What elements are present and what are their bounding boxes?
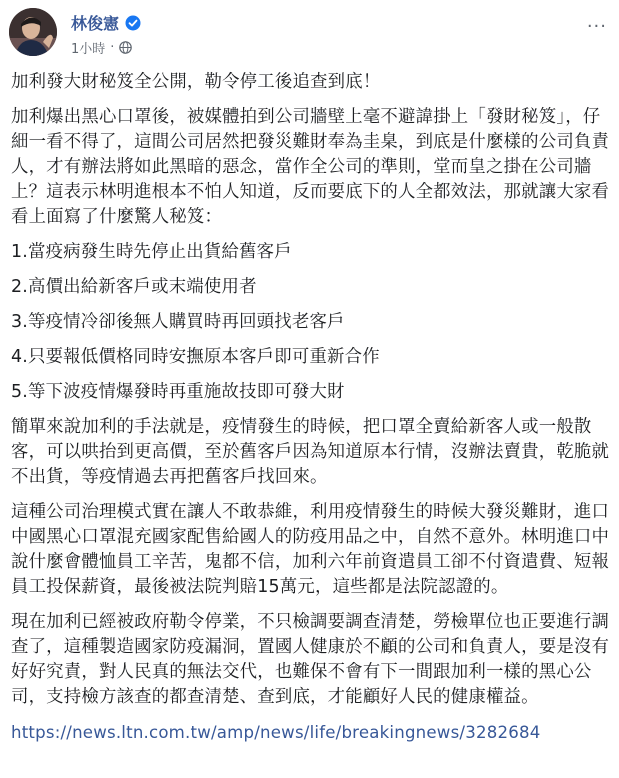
more-options-button[interactable]: ··· <box>586 16 607 37</box>
list-item: 5.等下波疫情爆發時再重施故技即可發大財 <box>11 382 345 402</box>
post-paragraph-1: 加利爆出黑心口罩後，被媒體拍到公司牆壁上毫不避諱掛上「發財秘笈」，仔細一看不得了，這間公司居然把發災難財奉為圭臬，到底是什麼樣的公司負責人，才有辦法將如此黑暗的惡念，當作全公司的準則，堂而皇之掛在公司牆上？這表示林明進根本不怕人知道，反而要底下的人全都效法，那就讓大家看看上面寫了什麼驚人秘笈： <box>11 107 610 227</box>
list-item: 4.只要報低價格同時安撫原本客戶即可重新合作 <box>11 347 380 367</box>
list-item: 3.等疫情冷卻後無人購買時再回頭找老客戶 <box>11 312 345 332</box>
meta-separator: · <box>110 40 115 55</box>
list-item: 2.高價出給新客戶或末端使用者 <box>11 277 257 297</box>
author-name[interactable]: 林俊憲 <box>71 14 120 33</box>
post-header <box>0 0 619 64</box>
post-paragraph-4: 現在加利已經被政府勒令停業，不只檢調要調查清楚，勞檢單位也正要進行調查了，這種製造國家防疫漏洞，置國人健康於不顧的公司和負責人，要是沒有好好究責，對人民真的無法交代，也難保不會有下一間跟加利一樣的黑心公司，支持檢方該查的都查清楚、查到底，才能顧好人民的健康權益。 <box>11 612 610 707</box>
post-content <box>11 70 611 745</box>
post-meta <box>71 38 132 57</box>
post-title-line: 加利發大財秘笈全公開，勒令停工後追查到底！ <box>11 72 381 92</box>
avatar[interactable] <box>9 8 57 56</box>
globe-icon[interactable] <box>119 41 132 54</box>
post-timestamp[interactable]: 1小時 <box>71 42 106 57</box>
list-item: 1.當疫病發生時先停止出貨給舊客戶 <box>11 242 292 262</box>
post-paragraph-3: 這種公司治理模式實在讓人不敢恭維，利用疫情發生的時候大發災難財，進口中國黑心口罩混充國家配售給國人的防疫用品之中，自然不意外。林明進口中說什麼會體恤員工辛苦，鬼都不信，加利六年前資遣員工卻不付資遣費、短報員工投保薪資，最後被法院判賠15萬元，這些都是法院認證的。 <box>11 502 610 597</box>
news-link[interactable]: https://news.ltn.com.tw/amp/news/life/breakingnews/3282684 <box>11 723 541 742</box>
author-name-row <box>71 11 141 34</box>
post-paragraph-2: 簡單來說加利的手法就是，疫情發生的時候，把口罩全賣給新客人或一般散客，可以哄抬到更高價，至於舊客戶因為知道原本行情，沒辦法賣貴，乾脆就不出貨，等疫情過去再把舊客戶找回來。 <box>11 417 610 487</box>
verified-badge-icon <box>125 15 141 31</box>
